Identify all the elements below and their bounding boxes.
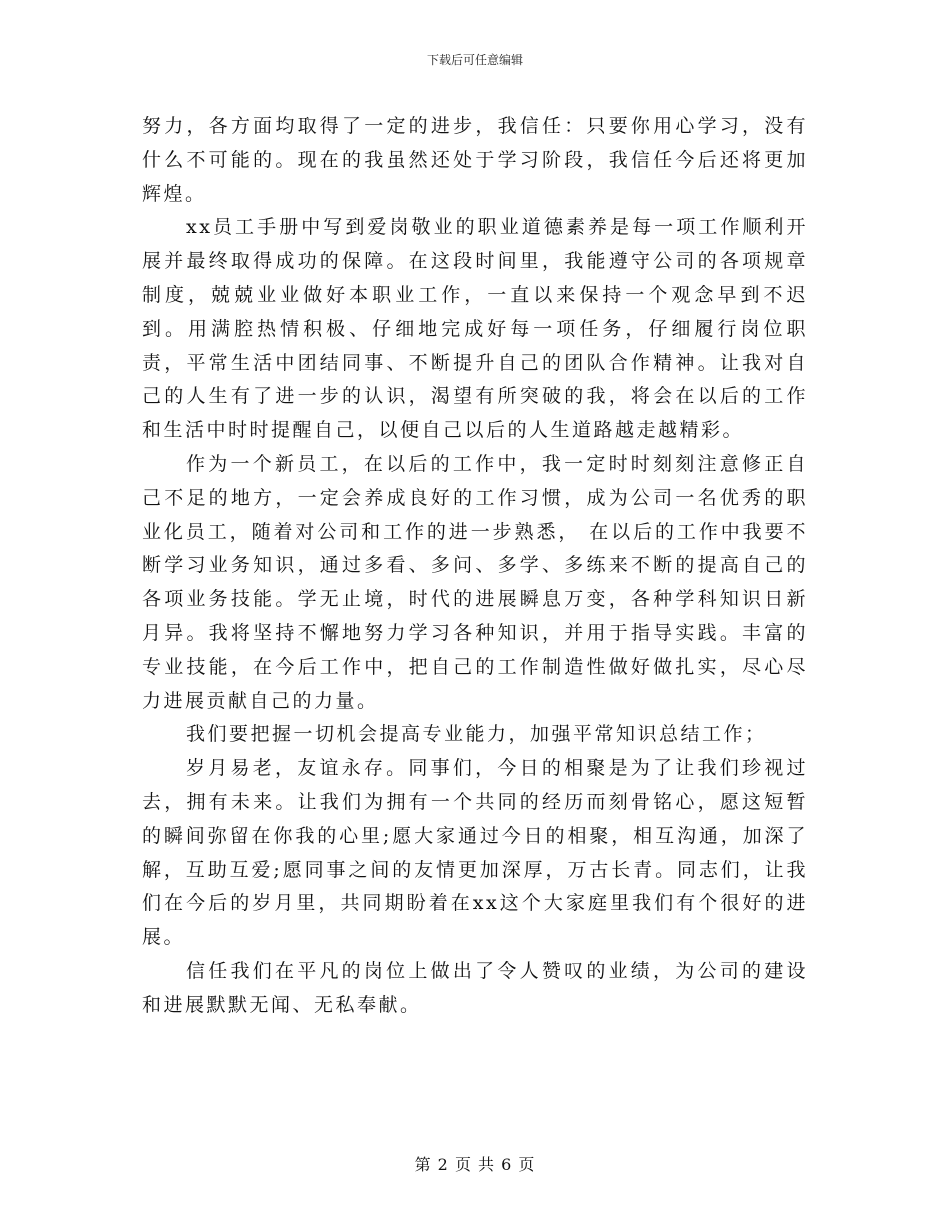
document-body	[142, 110, 808, 1023]
paragraph: 我们要把握一切机会提高专业能力，加强平常知识总结工作；	[186, 723, 767, 746]
paragraph: 信任我们在平凡的岗位上做出了令人赞叹的业绩，为公司的建设和进展默默无闻、无私奉献。	[142, 959, 808, 1016]
paragraph: xx员工手册中写到爱岗敬业的职业道德素养是每一项工作顺利开展并最终取得成功的保障。在这段时间里，我能遵守公司的各项规章制度，兢兢业业做好本职业工作，一直以来保持一个观念早到不迟到。用满腔热情积极、仔细地完成好每一项任务，仔细履行岗位职责，平常生活中团结同事、不断提升自己的团队合作精神。让我对自己的人生有了进一步的认识，渴望有所突破的我，将会在以后的工作和生活中时时提醒自己，以便自己以后的人生道路越走越精彩。	[142, 216, 808, 442]
paragraph: 作为一个新员工，在以后的工作中，我一定时时刻刻注意修正自己不足的地方，一定会养成良好的工作习惯，成为公司一名优秀的职业化员工，随着对公司和工作的进一步熟悉， 在以后的工作中我要不断学习业务知识，通过多看、多问、多学、多练来不断的提高自己的各项业务技能。学无止境，时代的进展瞬息万变，各种学科知识日新月异。我将坚持不懈地努力学习各种知识，并用于指导实践。丰富的专业技能，在今后工作中，把自己的工作制造性做好做扎实，尽心尽力进展贡献自己的力量。	[142, 452, 808, 712]
page-number: 第 2 页 共 6 页	[414, 1155, 536, 1174]
header-note: 下载后可任意编辑	[426, 53, 523, 67]
paragraph: 努力，各方面均取得了一定的进步，我信任：只要你用心学习，没有什么不可能的。现在的我虽然还处于学习阶段，我信任今后还将更加辉煌。	[142, 115, 808, 205]
paragraph: 岁月易老，友谊永存。同事们，今日的相聚是为了让我们珍视过去，拥有未来。让我们为拥有一个共同的经历而刻骨铭心，愿这短暂的瞬间弥留在你我的心里;愿大家通过今日的相聚，相互沟通，加深了解，互助互爱;愿同事之间的友情更加深厚，万古长青。同志们，让我们在今后的岁月里，共同期盼着在xx这个大家庭里我们有个很好的进展。	[142, 757, 808, 949]
